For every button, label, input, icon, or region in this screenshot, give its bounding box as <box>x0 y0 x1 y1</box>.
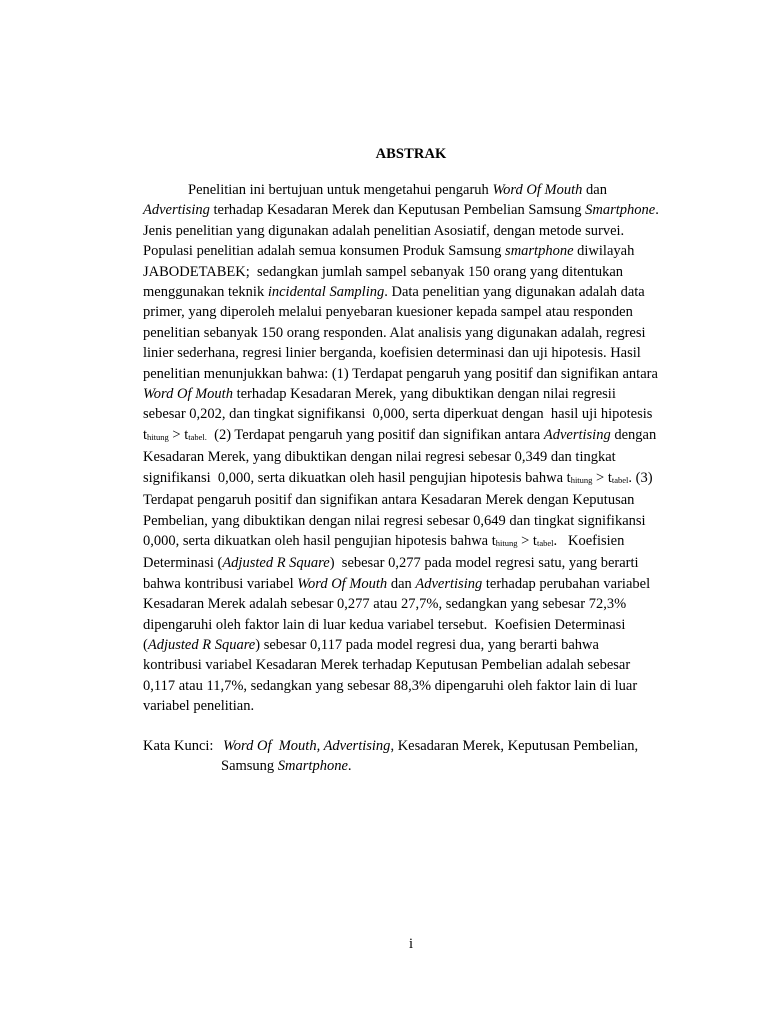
abstract-line <box>143 468 683 490</box>
text-run: , Kesadaran Merek, Keputusan Pembelian, <box>390 738 639 754</box>
text-run: ) sebesar 0,277 pada model regresi satu, yang berarti <box>329 555 639 572</box>
text-run: sebesar 0,202, dan tingkat signifikansi 0,000, serta diperkuat dengan hasil uji hipotesis <box>143 406 653 423</box>
italic-term: Adjusted R Square <box>147 636 256 653</box>
text-run: signifikansi 0,000, serta dikuatkan oleh hasil pengujian hipotesis bahwa t <box>143 469 571 486</box>
text-run: variabel penelitian. <box>143 698 255 715</box>
abstract-line <box>143 553 683 573</box>
italic-term: Smartphone <box>585 202 656 219</box>
subscript-text: tabel <box>536 537 554 548</box>
abstract-line <box>143 615 683 635</box>
subscript-text: tabel. <box>188 431 207 442</box>
text-run: 0,000, serta dikuatkan oleh hasil pengujian hipotesis bahwa t <box>143 532 496 549</box>
text-run: diwilayah <box>573 243 635 260</box>
abstract-line <box>143 282 683 302</box>
italic-term: Word Of Mouth <box>297 575 388 592</box>
text-run: ) sebesar 0,117 pada model regresi dua, yang berarti bahwa <box>255 636 599 653</box>
italic-term: Smartphone <box>277 758 348 775</box>
text-run: . (3) <box>628 469 653 486</box>
abstract-line <box>143 490 683 510</box>
text-run: Kesadaran Merek, yang dibuktikan dengan nilai regresi sebesar 0,349 dan tingkat <box>143 449 616 466</box>
abstract-line <box>143 404 683 424</box>
text-run: (2) Terdapat pengaruh yang positif dan signifikan antara <box>206 426 544 443</box>
abstract-line <box>143 425 683 447</box>
abstract-line <box>143 594 683 614</box>
italic-term: Word Of Mouth, Advertising <box>223 738 391 754</box>
text-run: . <box>347 758 352 775</box>
text-run: dipengaruhi oleh faktor lain di luar kedua variabel tersebut. Koefisien Determinasi <box>143 616 626 633</box>
text-run: menggunakan teknik <box>143 284 268 301</box>
italic-term: Adjusted R Square <box>222 555 330 572</box>
abstract-line <box>143 696 683 716</box>
abstract-line <box>143 323 683 343</box>
keywords-line-2 <box>143 756 703 776</box>
text-run: . <box>655 202 659 219</box>
abstract-body <box>143 180 683 717</box>
subscript-text: tabel <box>611 474 629 485</box>
text-run: Determinasi ( <box>143 555 223 572</box>
italic-term: Word Of Mouth <box>492 182 583 198</box>
keywords-label: Kata Kunci: <box>143 738 214 754</box>
italic-term: smartphone <box>505 243 574 260</box>
text-run: 0,117 atau 11,7%, sedangkan yang sebesar 88,3% dipengaruhi oleh faktor lain di luar <box>143 677 638 694</box>
subscript-text: hitung <box>495 537 518 548</box>
abstract-line <box>143 262 683 282</box>
text-run: Jenis penelitian yang digunakan adalah penelitian Asosiatif, dengan metode survei. <box>143 222 625 239</box>
text-run: dan <box>582 182 607 198</box>
abstract-line <box>143 531 683 553</box>
subscript-text: hitung <box>570 474 593 485</box>
abstract-line <box>143 676 683 696</box>
abstract-line <box>143 302 683 322</box>
text-run: linier sederhana, regresi linier berganda, koefisien determinasi dan uji hipotesis. Hasil <box>143 345 641 362</box>
italic-term: incidental Sampling <box>267 284 385 301</box>
abstract-line <box>143 364 683 384</box>
text-run: ( <box>143 636 148 653</box>
abstract-line <box>143 221 683 241</box>
abstract-title: ABSTRAK <box>375 146 447 162</box>
subscript-text: hitung <box>147 431 169 442</box>
text-run: t <box>143 426 148 443</box>
text-run: Pembelian, yang dibuktikan dengan nilai regresi sebesar 0,649 dan tingkat signifikansi <box>143 512 646 529</box>
text-run: penelitian menunjukkan bahwa: (1) Terdapat pengaruh yang positif dan signifikan antara <box>143 365 658 382</box>
text-run: JABODETABEK; sedangkan jumlah sampel sebanyak 150 orang yang ditentukan <box>143 263 624 280</box>
text-run: Samsung <box>221 758 278 775</box>
abstract-line <box>143 447 683 467</box>
text-run: Kesadaran Merek adalah sebesar 0,277 atau 27,7%, sedangkan yang sebesar 72,3% <box>143 596 627 613</box>
abstract-line <box>143 511 683 531</box>
italic-term: Advertising <box>415 575 483 592</box>
text-run: Penelitian ini bertujuan untuk mengetahui pengaruh <box>188 182 493 198</box>
text-run: dengan <box>610 426 657 443</box>
abstract-line <box>143 655 683 675</box>
text-run: terhadap Kesadaran Merek dan Keputusan Pembelian Samsung <box>209 202 586 219</box>
text-run: penelitian sebanyak 150 orang responden. Alat analisis yang digunakan adalah, regresi <box>143 324 646 341</box>
keywords-list <box>223 738 638 754</box>
text-run: > t <box>517 532 537 549</box>
abstract-line <box>143 343 683 363</box>
italic-term: Word Of Mouth <box>143 386 233 403</box>
text-run: bahwa kontribusi variabel <box>143 575 298 592</box>
text-run: kontribusi variabel Kesadaran Merek terhadap Keputusan Pembelian adalah sebesar <box>143 657 631 674</box>
abstract-line <box>143 180 683 200</box>
abstract-line <box>143 384 683 404</box>
text-run: terhadap perubahan variabel <box>482 575 651 592</box>
keywords-line-1 <box>143 736 703 756</box>
text-run: > t <box>168 426 189 443</box>
text-run: Populasi penelitian adalah semua konsumen Produk Samsung <box>143 243 506 260</box>
text-run: Terdapat pengaruh positif dan signifikan antara Kesadaran Merek dengan Keputusan <box>143 492 635 509</box>
text-run: > t <box>592 469 612 486</box>
text-run: . Data penelitian yang digunakan adalah data <box>384 284 645 301</box>
abstract-line <box>143 241 683 261</box>
abstract-line <box>143 635 683 655</box>
italic-term: Advertising <box>143 202 210 219</box>
text-run: terhadap Kesadaran Merek, yang dibuktikan dengan nilai regresii <box>232 386 616 403</box>
page-number: i <box>408 936 414 952</box>
text-run: primer, yang diperoleh melalui penyebaran kuesioner kepada sampel atau responden <box>143 304 633 321</box>
text-run: . Koefisien <box>553 532 625 549</box>
keywords-section <box>143 736 703 777</box>
abstract-line <box>143 574 683 594</box>
text-run: dan <box>387 575 416 592</box>
italic-term: Advertising <box>543 426 611 443</box>
abstract-line <box>143 200 683 220</box>
